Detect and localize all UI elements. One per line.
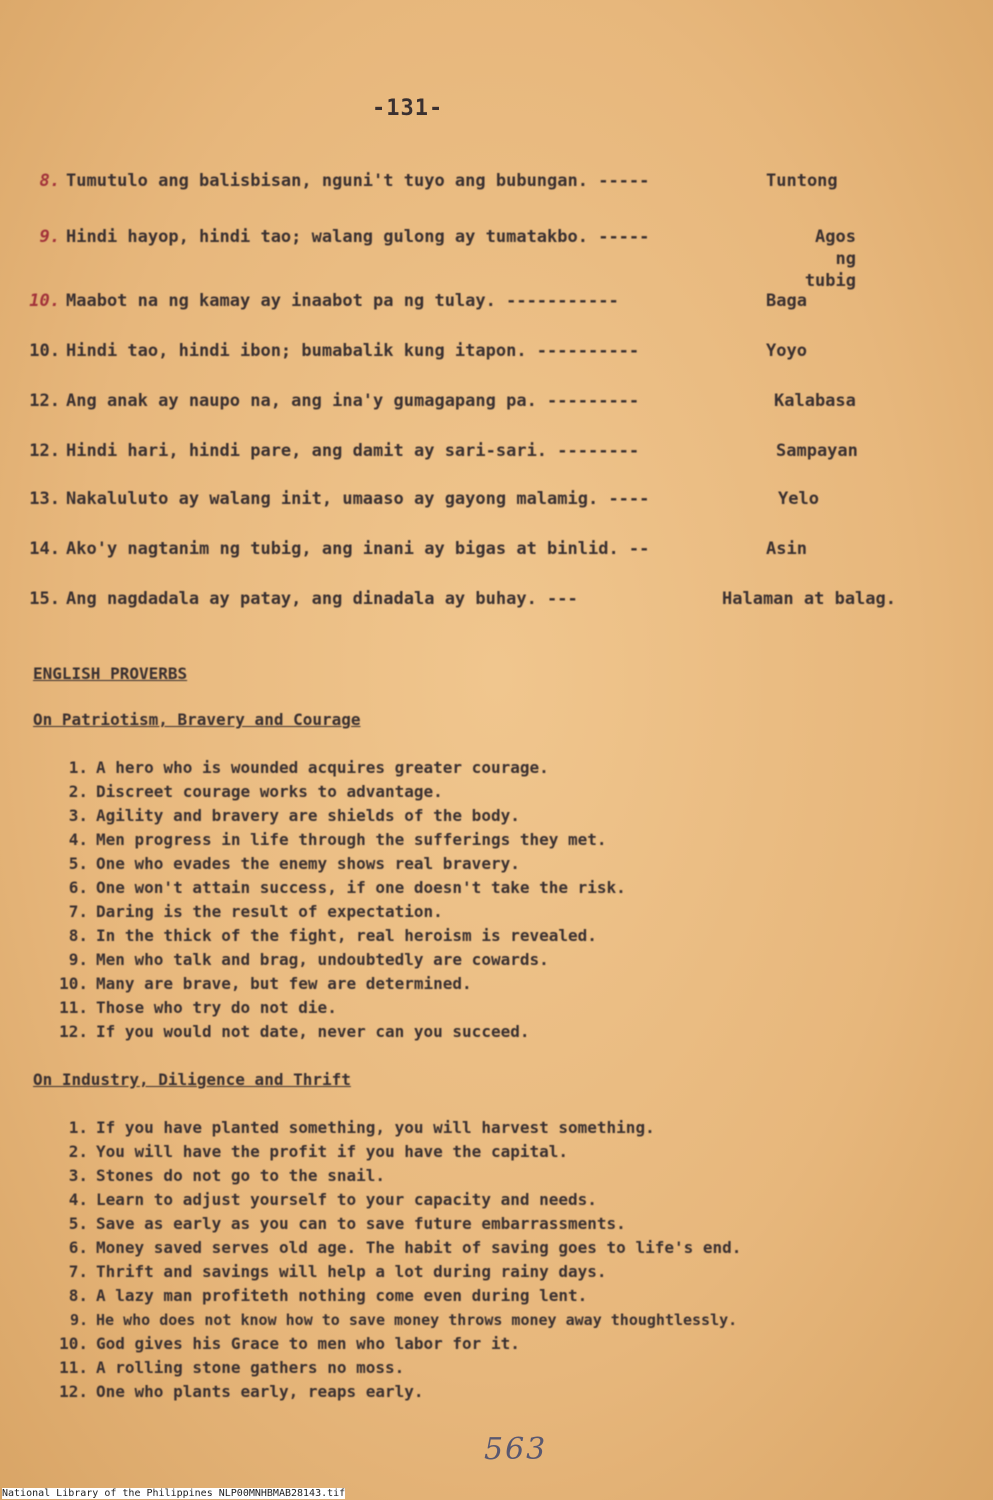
riddle-item [18, 390, 968, 412]
proverb-item [52, 1142, 568, 1162]
riddle-item [18, 226, 968, 291]
proverb-item [52, 830, 607, 850]
proverb-item [52, 758, 549, 778]
riddle-number: 15. [29, 589, 60, 609]
proverb-number: 5. [68, 854, 88, 873]
proverb-item [52, 1022, 529, 1042]
proverb-number: 10. [59, 974, 88, 993]
proverb-text: Learn to adjust yourself to your capacity and needs. [96, 1190, 597, 1209]
riddle-number: 12. [29, 441, 60, 461]
riddle-answer: Kalabasa [774, 391, 856, 411]
proverb-text: Save as early as you can to save future embarrassments. [96, 1214, 626, 1233]
proverb-number: 11. [59, 1358, 88, 1377]
proverb-item [52, 1310, 737, 1330]
proverb-item [52, 998, 337, 1018]
proverb-number: 9. [68, 950, 88, 969]
proverb-text: Stones do not go to the snail. [96, 1166, 385, 1185]
proverb-item [52, 782, 443, 802]
proverb-item [52, 1334, 520, 1354]
subsection-title-industry: On Industry, Diligence and Thrift [33, 1070, 351, 1089]
riddle-answer: Halaman at balag. [722, 589, 896, 609]
proverb-text: Men who talk and brag, undoubtedly are cowards. [96, 950, 549, 969]
proverb-number: 6. [68, 878, 88, 897]
proverb-number: 4. [68, 1190, 88, 1209]
riddle-text: Tumutulo ang balisbisan, nguni't tuyo ang bubungan. ----- [66, 171, 650, 191]
proverb-text: Money saved serves old age. The habit of saving goes to life's end. [96, 1238, 742, 1257]
proverb-item [52, 1262, 607, 1282]
riddle-number: 12. [29, 391, 60, 411]
riddle-number: 8. [39, 171, 60, 191]
riddle-answer: Sampayan [776, 441, 858, 461]
riddle-answer: Asin [766, 539, 807, 559]
riddle-number: 14. [29, 539, 60, 559]
handwritten-page-number: 563 [484, 1432, 548, 1467]
proverb-number: 5. [68, 1214, 88, 1233]
proverb-number: 7. [68, 1262, 88, 1281]
proverb-text: If you would not date, never can you succeed. [96, 1022, 530, 1041]
riddle-number: 10. [29, 291, 60, 311]
riddle-number: 13. [29, 489, 60, 509]
riddle-answer: Tuntong [766, 171, 838, 191]
proverb-number: 7. [68, 902, 88, 921]
proverb-item [52, 1382, 424, 1402]
proverb-number: 8. [68, 926, 88, 945]
proverb-number: 4. [68, 830, 88, 849]
proverb-text: Men progress in life through the sufferings they met. [96, 830, 607, 849]
riddle-answer: Yoyo [766, 341, 807, 361]
proverb-item [52, 974, 472, 994]
proverb-item [52, 1238, 741, 1258]
proverb-text: Daring is the result of expectation. [96, 902, 443, 921]
proverb-number: 12. [59, 1382, 88, 1401]
riddle-answer: Yelo [778, 489, 819, 509]
riddle-item [18, 488, 968, 510]
proverb-item [52, 854, 520, 874]
proverb-text: Those who try do not die. [96, 998, 337, 1017]
proverb-text: One won't attain success, if one doesn't take the risk. [96, 878, 626, 897]
proverb-text: If you have planted something, you will harvest something. [96, 1118, 655, 1137]
riddle-text: Ang anak ay naupo na, ang ina'y gumagapang pa. --------- [66, 391, 640, 411]
riddle-text: Hindi hari, hindi pare, ang damit ay sari-sari. -------- [66, 441, 640, 461]
riddle-item [18, 538, 968, 560]
proverb-text: Many are brave, but few are determined. [96, 974, 472, 993]
proverb-number: 12. [59, 1022, 88, 1041]
proverb-text: Discreet courage works to advantage. [96, 782, 443, 801]
proverb-number: 2. [68, 1142, 88, 1161]
riddle-text: Hindi tao, hindi ibon; bumabalik kung itapon. ---------- [66, 341, 640, 361]
riddle-item [18, 340, 968, 362]
proverb-item [52, 806, 520, 826]
proverb-number: 1. [68, 1118, 88, 1137]
proverb-number: 10. [59, 1334, 88, 1353]
proverb-text: A hero who is wounded acquires greater courage. [96, 758, 549, 777]
proverb-number: 9. [69, 1311, 88, 1329]
subsection-title-patriotism: On Patriotism, Bravery and Courage [33, 710, 361, 729]
page-number: -131- [372, 96, 444, 121]
proverb-text: A lazy man profiteth nothing come even during lent. [96, 1286, 588, 1305]
proverb-text: God gives his Grace to men who labor for it. [96, 1334, 520, 1353]
proverb-text: One who evades the enemy shows real bravery. [96, 854, 520, 873]
riddle-item [18, 440, 968, 462]
proverb-item [52, 902, 443, 922]
proverb-number: 1. [68, 758, 88, 777]
proverb-item [52, 926, 597, 946]
proverb-number: 11. [59, 998, 88, 1017]
proverb-item [52, 1166, 385, 1186]
riddle-item [18, 588, 968, 610]
proverb-text: In the thick of the fight, real heroism is revealed. [96, 926, 597, 945]
proverb-number: 2. [68, 782, 88, 801]
proverb-item [52, 1214, 626, 1234]
proverb-text: Thrift and savings will help a lot during rainy days. [96, 1262, 607, 1281]
proverb-item [52, 1190, 597, 1210]
proverb-item [52, 950, 549, 970]
riddle-number: 9. [39, 227, 60, 247]
riddle-item [18, 170, 968, 192]
riddle-text: Maabot na ng kamay ay inaabot pa ng tulay. ----------- [66, 291, 619, 311]
archive-footer: National Library of the Philippines NLP00MNHBMAB28143.tif [2, 1488, 346, 1499]
section-title: ENGLISH PROVERBS [33, 664, 188, 683]
riddle-answer: Agos ng tubig [804, 227, 856, 291]
proverb-item [52, 1358, 404, 1378]
proverb-number: 6. [68, 1238, 88, 1257]
proverb-text: One who plants early, reaps early. [96, 1382, 424, 1401]
proverb-text: He who does not know how to save money throws money away thoughtlessly. [96, 1311, 738, 1329]
proverb-number: 3. [68, 1166, 88, 1185]
riddle-text: Nakaluluto ay walang init, umaaso ay gayong malamig. ---- [66, 489, 650, 509]
proverb-item [52, 878, 626, 898]
proverb-item [52, 1286, 587, 1306]
riddle-text: Hindi hayop, hindi tao; walang gulong ay tumatakbo. ----- [66, 227, 650, 247]
proverb-number: 8. [68, 1286, 88, 1305]
proverb-text: A rolling stone gathers no moss. [96, 1358, 405, 1377]
proverb-text: You will have the profit if you have the capital. [96, 1142, 569, 1161]
riddle-answer: Baga [766, 291, 807, 311]
riddle-number: 10. [29, 341, 60, 361]
proverb-number: 3. [68, 806, 88, 825]
proverb-item [52, 1118, 655, 1138]
riddle-item [18, 290, 968, 312]
riddle-text: Ang nagdadala ay patay, ang dinadala ay buhay. --- [66, 589, 578, 609]
proverb-text: Agility and bravery are shields of the body. [96, 806, 520, 825]
riddle-text: Ako'y nagtanim ng tubig, ang inani ay bigas at binlid. -- [66, 539, 650, 559]
